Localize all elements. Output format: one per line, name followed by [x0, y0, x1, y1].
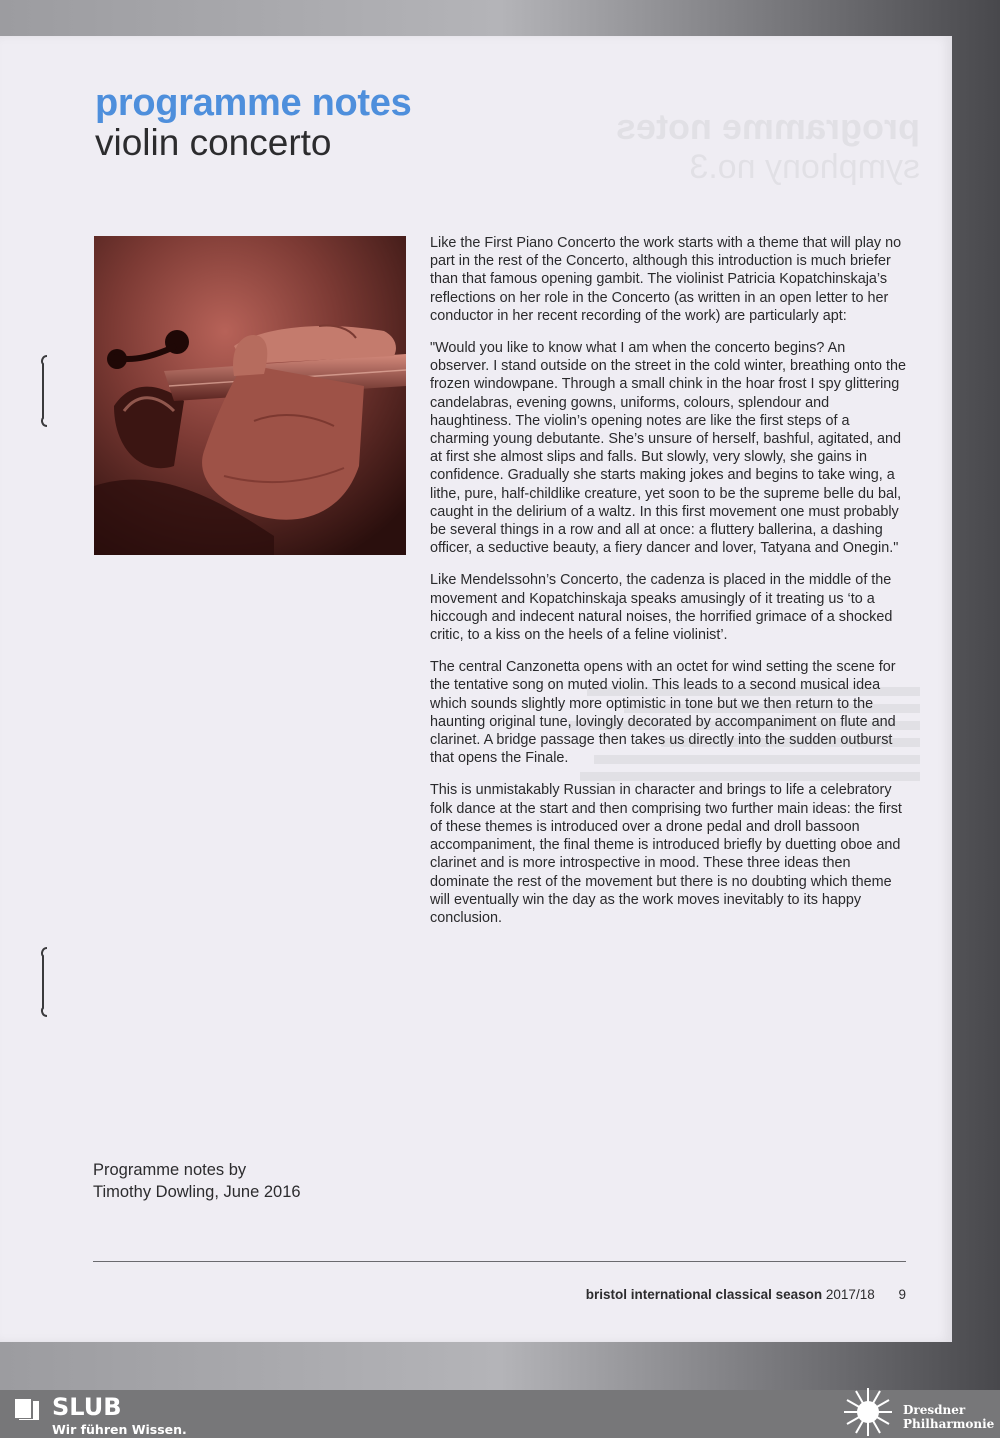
article-paragraph-finale: This is unmistakably Russian in character and brings to life a celebratory folk dance at the start and then comprising two further main ideas: the first of these themes is introduced over a drone pedal and droll bassoon accompaniment, the final theme is introduced briefly by duetting oboe and clarinet and is more introspective in mood. These three ideas then dominate the rest of the movement but there is no doubting which theme will eventually win the day as the work moves inevitably to its happy conclusion. [430, 782, 902, 926]
staple-icon [38, 354, 50, 428]
footer-divider [93, 1261, 906, 1262]
partner-name-line-2: Philharmonie [903, 1417, 995, 1431]
partner-logo-text [903, 1403, 994, 1431]
article-paragraph-intro: Like the First Piano Concerto the work starts with a theme that will play no part in the rest of the Concerto, although this introduction is much briefer than that famous opening gambit. The violinist Patricia Kopatchinskaja’s reflections on her role in the Concerto (as written in an open letter to her conductor in her recent recording of the work) are particularly apt: [430, 235, 902, 324]
book-icon [11, 1396, 43, 1422]
page-number: 9 [898, 1287, 906, 1302]
article-paragraph-cadenza: Like Mendelssohn’s Concerto, the cadenza is placed in the middle of the movement and Kopatchinskaja speaks amusingly of it treating us ‘to a hiccough and indecent natural noises, the horrified grimace of a shocked critic, to a kiss on the heels of a feline violinist’. [430, 572, 893, 644]
page-subtitle: violin concerto [95, 122, 332, 163]
footer-publication: bristol international classical season [585, 1287, 823, 1302]
digitizer-logo: SLUB [52, 1393, 122, 1421]
page-footer [586, 1287, 906, 1302]
article-paragraph-canzonetta: The central Canzonetta opens with an octet for wind setting the scene for the tentative song on muted violin. This leads to a second musical idea which sounds slightly more optimistic in tone but we then return to the haunting original tune, lovingly decorated by accompaniment on flute and clarinet. A bridge passage then takes us directly into the sudden outburst that opens the Finale. [430, 659, 896, 767]
page-title: programme notes [95, 82, 412, 124]
footer-season: 2017/18 [825, 1287, 875, 1302]
partner-name-line-1: Dresdner [903, 1403, 966, 1417]
sunburst-logo-icon [840, 1386, 896, 1438]
author-credit [93, 1159, 301, 1203]
credit-line-2: Timothy Dowling, June 2016 [93, 1183, 301, 1201]
credit-line-1: Programme notes by [93, 1161, 247, 1179]
article-body [430, 234, 908, 941]
bleed-through-subtitle: symphony no.3 [689, 148, 920, 186]
article-paragraph-quote: "Would you like to know what I am when the concerto begins? An observer. I stand outside on the street in the cold winter, breathing onto the frozen windowpane. Through a small chink in the hoar frost I spy glittering candelabras, evening gowns, uniforms, colours, splendour and haughtiness. The violin’s opening notes are like the first steps of a charming young debutante. She’s unsure of herself, bashful, agitated, and at first she almost slips and falls. But slowly, very slowly, she gains in confidence. Gradually she starts making jokes and begins to take wing, a lithe, pure, half-childlike creature, yet soon to be the supreme belle du bal, caught in the delirium of a waltz. In this first movement one must probably be several things in a row and all at once: a fluttery ballerina, a dashing officer, a seductive beauty, a fiery dancer and lover, Tatyana and Onegin." [430, 340, 906, 557]
digitizer-tagline: Wir führen Wissen. [52, 1422, 187, 1437]
bleed-through-title: programme notes [615, 106, 920, 147]
staple-icon [38, 946, 50, 1018]
violin-player-photo [94, 236, 406, 555]
